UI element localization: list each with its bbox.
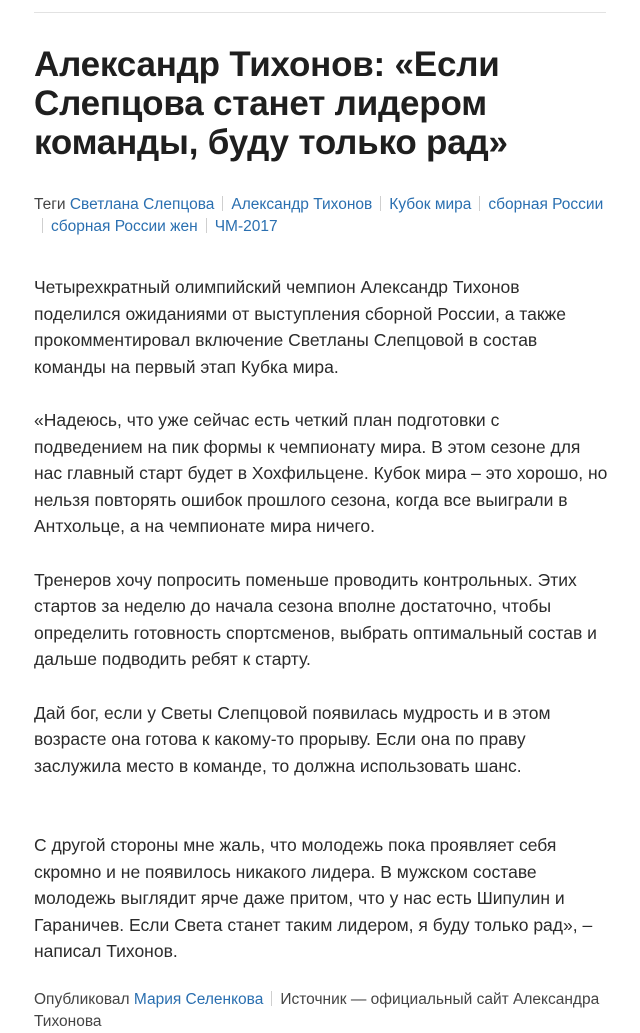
article-paragraph: «Надеюсь, что уже сейчас есть четкий план подготовки с подведением на пик формы к чемпионату мира. В этом сезоне для нас главный старт будет в Хохфильцене. Кубок мира – это хорошо, но нельзя повторять ошибок прошлого сезона, когда все выиграли в Антхольце, а на чемпионате мира ничего. bbox=[34, 410, 608, 536]
tag-link-sleptsova[interactable]: Светлана Слепцова bbox=[69, 196, 215, 213]
tag-link-tikhonov[interactable]: Александр Тихонов bbox=[231, 196, 373, 213]
source-text: Источник — официальный сайт Александра Тихонова bbox=[34, 990, 600, 1030]
published-label: Опубликовал bbox=[34, 990, 130, 1008]
tag-link-wc-2017[interactable]: ЧМ-2017 bbox=[214, 218, 278, 235]
tag-link-russia-team[interactable]: сборная России bbox=[488, 196, 604, 213]
top-divider bbox=[34, 12, 606, 13]
article-paragraph: Тренеров хочу попросить поменьше проводить контрольных. Этих стартов за неделю до начала сезона вполне достаточно, чтобы определить готовность спортсменов, выбрать оптимальный состав и дальше подводить ребят к старту. bbox=[34, 569, 597, 669]
tag-separator bbox=[479, 196, 480, 211]
tag-link-world-cup[interactable]: Кубок мира bbox=[389, 196, 472, 213]
article-footer bbox=[34, 989, 609, 1033]
article-paragraph: Дай бог, если у Светы Слепцовой появилась мудрость и в этом возрасте она готова к какому-то прорыву. Если она по праву заслужила место в команде, то должна использовать шанс. bbox=[34, 702, 551, 776]
tag-link-russia-women-team[interactable]: сборная России жен bbox=[51, 218, 198, 235]
footer-separator bbox=[271, 991, 272, 1006]
tags-list bbox=[34, 194, 609, 238]
tag-separator bbox=[380, 196, 381, 211]
tags-label: Теги bbox=[34, 196, 66, 213]
article bbox=[34, 45, 609, 1033]
article-title: Александр Тихонов: «Если Слепцова станет лидером команды, буду только рад» bbox=[34, 45, 508, 162]
tag-separator bbox=[222, 196, 223, 211]
tag-separator bbox=[42, 218, 43, 233]
tag-separator bbox=[206, 218, 207, 233]
article-paragraph: С другой стороны мне жаль, что молодежь пока проявляет себя скромно и не появилось никакого лидера. В мужском составе молодежь выглядит ярче даже притом, что у нас есть Шипулин и Гараничев. Если Света станет таким лидером, я буду только рад», – написал Тихонов. bbox=[34, 835, 593, 961]
article-paragraph: Четырехкратный олимпийский чемпион Александр Тихонов поделился ожиданиями от выступления сборной России, а также прокомментировал включение Светланы Слепцовой в состав команды на первый этап Кубка мира. bbox=[34, 277, 566, 377]
author-link[interactable]: Мария Селенкова bbox=[133, 990, 264, 1008]
